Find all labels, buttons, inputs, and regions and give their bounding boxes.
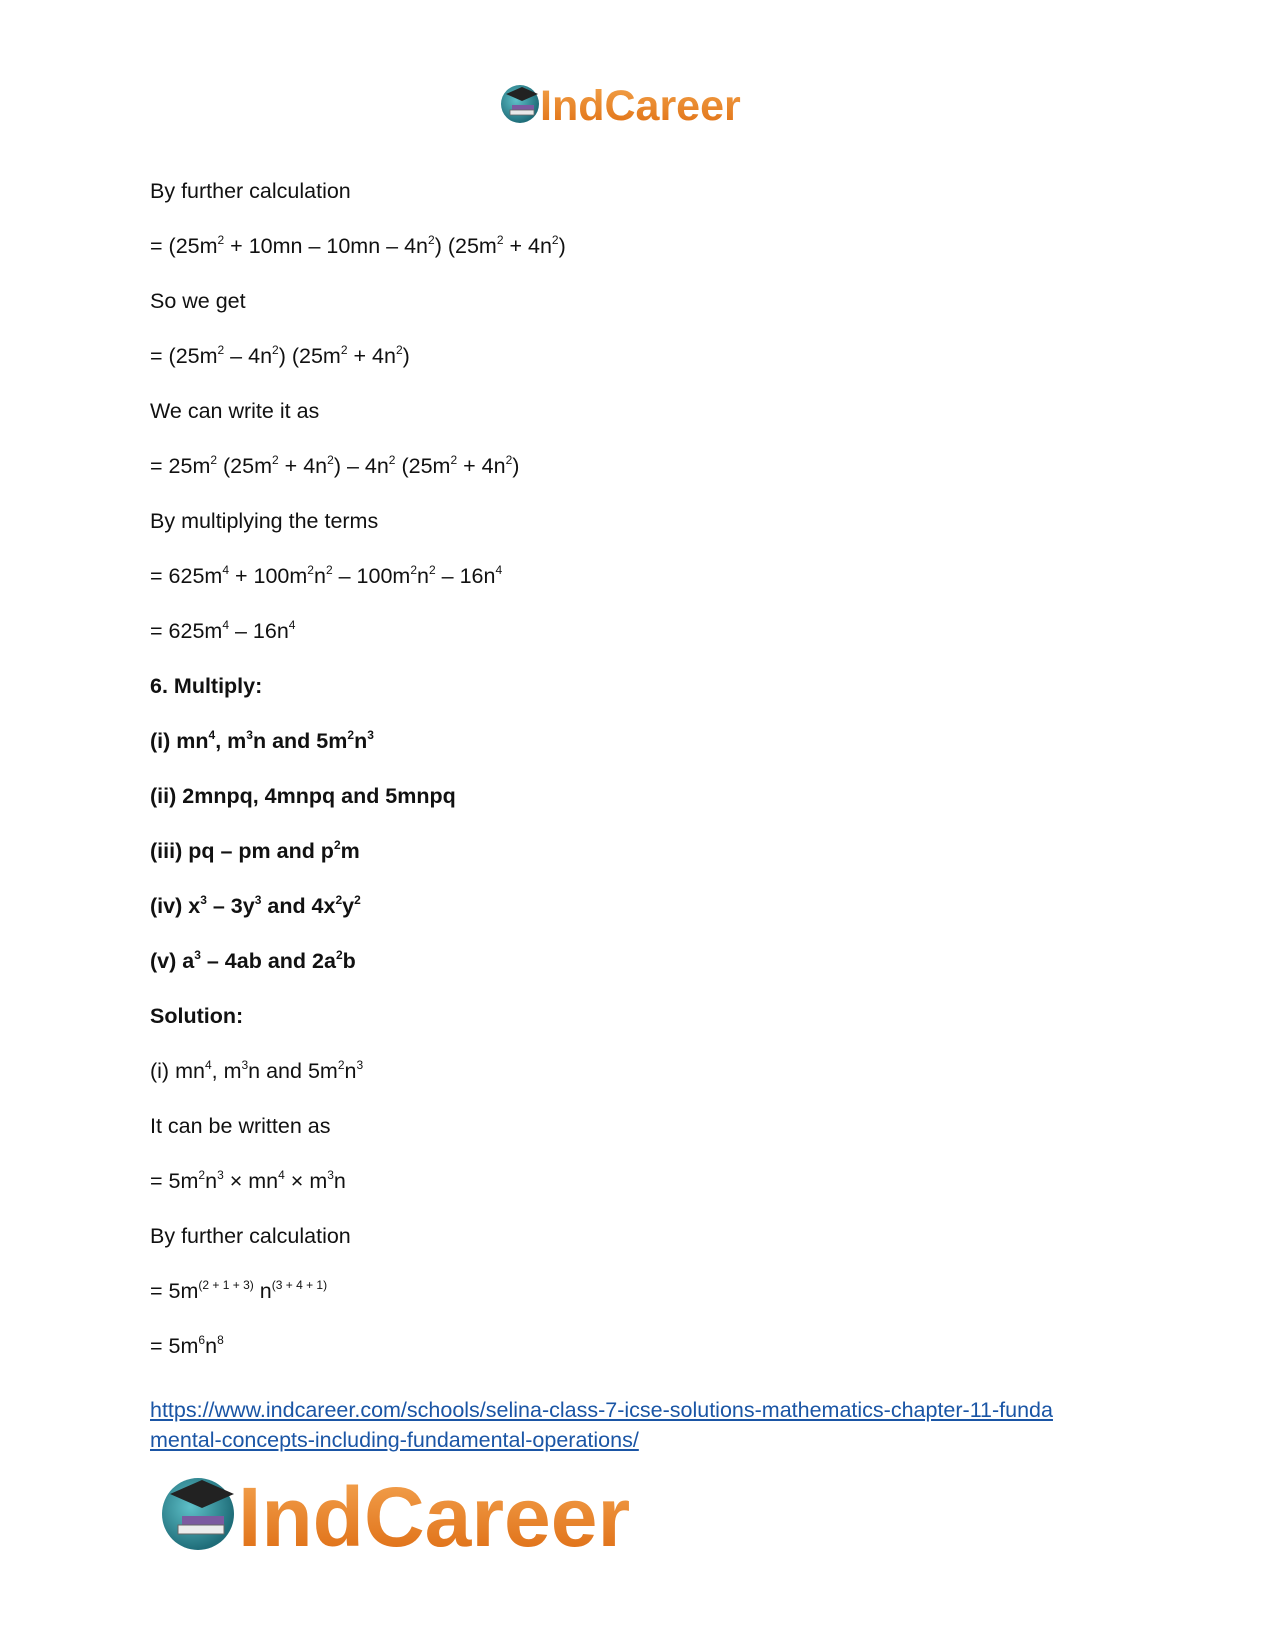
superscript: 2 — [217, 343, 225, 357]
solution-line — [150, 1221, 1130, 1276]
superscript: 2 — [428, 563, 436, 577]
text-run: + 4n — [347, 344, 396, 368]
text-run: = (25m — [150, 344, 218, 368]
text-run: ) – 4n — [333, 454, 389, 478]
text-run: = 5m — [150, 1169, 199, 1193]
superscript: 2 — [333, 838, 341, 852]
superscript: 2 — [272, 453, 279, 467]
text-run: , m — [211, 1059, 242, 1083]
text-run: By further calculation — [150, 1224, 351, 1248]
text-run: n and 5m — [248, 1059, 338, 1083]
superscript: 3 — [194, 948, 201, 962]
superscript: 2 — [340, 343, 348, 357]
superscript: 3 — [367, 728, 374, 742]
superscript: 2 — [198, 1168, 206, 1182]
superscript: 2 — [335, 893, 343, 907]
superscript: 4 — [495, 563, 503, 577]
text-run: × m — [284, 1169, 328, 1193]
superscript: 2 — [337, 1058, 345, 1072]
solution-line — [150, 396, 1130, 451]
text-run: – 4n — [224, 344, 273, 368]
superscript: 2 — [388, 453, 396, 467]
superscript: 2 — [307, 563, 314, 577]
text-run: We can write it as — [150, 399, 320, 423]
superscript: 3 — [200, 893, 207, 907]
superscript: (2 + 1 + 3) — [198, 1278, 254, 1292]
text-run: By further calculation — [150, 179, 351, 203]
text-run: + 4n — [503, 234, 552, 258]
superscript: 2 — [505, 453, 513, 467]
solution-line — [150, 1056, 1130, 1111]
text-run: = (25m — [150, 234, 218, 258]
text-run: n — [333, 1169, 346, 1193]
solution-line — [150, 1331, 1130, 1386]
superscript: 4 — [222, 563, 229, 577]
superscript: 2 — [450, 453, 458, 467]
superscript: 4 — [288, 618, 296, 632]
question-line — [150, 726, 1130, 781]
source-url-line-2[interactable]: mental-concepts-including-fundamental-operations/ — [150, 1428, 639, 1452]
superscript: 4 — [204, 1058, 212, 1072]
text-run: y — [342, 894, 355, 918]
text-run: (ii) 2mnpq, 4mnpq and 5mnpq — [150, 784, 456, 808]
text-run: = 5m — [150, 1279, 199, 1303]
text-run: – 4ab and 2a — [200, 949, 336, 973]
text-run: n — [354, 729, 368, 753]
text-run: – 16n — [435, 564, 496, 588]
text-run: + 4n — [457, 454, 506, 478]
question-line — [150, 781, 1130, 836]
superscript: 4 — [222, 618, 229, 632]
text-run: – 100m — [332, 564, 411, 588]
solution-line — [150, 561, 1130, 616]
question-line — [150, 891, 1130, 946]
source-url-link[interactable] — [150, 1395, 1130, 1455]
text-run: (iii) pq – pm and p — [150, 839, 334, 863]
text-run: – 16n — [229, 619, 289, 643]
solution-line — [150, 1111, 1130, 1166]
question-line — [150, 836, 1130, 891]
text-run: b — [342, 949, 356, 973]
text-run: + 4n — [278, 454, 328, 478]
superscript: (3 + 4 + 1) — [271, 1278, 328, 1292]
superscript: 3 — [246, 728, 253, 742]
text-run: It can be written as — [150, 1114, 331, 1138]
solution-line — [150, 506, 1130, 561]
text-run: (25m — [395, 454, 451, 478]
solution-line — [150, 176, 1130, 231]
superscript: 3 — [356, 1058, 364, 1072]
superscript: 2 — [347, 728, 355, 742]
graduation-cap-globe-icon — [501, 85, 539, 123]
superscript: 6 — [198, 1333, 206, 1347]
text-run: (iv) x — [150, 894, 201, 918]
text-run: n and 5m — [252, 729, 348, 753]
text-run: By multiplying the terms — [150, 509, 379, 533]
text-run: = 5m — [150, 1334, 199, 1358]
text-run: So we get — [150, 289, 246, 313]
solution-line — [150, 1276, 1130, 1331]
text-run: ) — [402, 344, 410, 368]
superscript: 2 — [272, 343, 279, 357]
question-line — [150, 946, 1130, 1001]
solution-line — [150, 451, 1130, 506]
superscript: 2 — [428, 233, 435, 247]
superscript: 2 — [395, 343, 403, 357]
solution-line — [150, 1166, 1130, 1221]
document-body — [150, 176, 1130, 1386]
text-run: + 10mn – 10mn – 4n — [224, 234, 428, 258]
graduation-cap-globe-icon — [162, 1478, 234, 1550]
superscript: 3 — [241, 1058, 249, 1072]
text-run: ) (25m — [278, 344, 341, 368]
superscript: 2 — [210, 453, 218, 467]
text-run: Solution: — [150, 1004, 244, 1028]
text-run: ) — [512, 454, 520, 478]
text-run: – 3y — [206, 894, 255, 918]
source-url-line-1[interactable]: https://www.indcareer.com/schools/selina-class-7-icse-solutions-mathematics-chapter-11-funda — [150, 1398, 1053, 1422]
text-run: n — [253, 1279, 272, 1303]
text-run: (i) mn — [150, 1059, 205, 1083]
text-run: n — [417, 564, 429, 588]
question-line — [150, 1001, 1130, 1056]
text-run: ) — [558, 234, 566, 258]
superscript: 2 — [496, 233, 504, 247]
text-run: m — [340, 839, 360, 863]
superscript: 8 — [217, 1333, 224, 1347]
superscript: 2 — [325, 563, 333, 577]
superscript: 2 — [410, 563, 418, 577]
text-run: n — [344, 1059, 357, 1083]
text-run: + 100m — [229, 564, 308, 588]
text-run: (25m — [217, 454, 273, 478]
superscript: 4 — [278, 1168, 285, 1182]
text-run: × mn — [223, 1169, 279, 1193]
text-run: n — [313, 564, 326, 588]
indcareer-logo-header — [500, 78, 770, 130]
superscript: 3 — [254, 893, 262, 907]
superscript: 2 — [551, 233, 559, 247]
solution-line — [150, 341, 1130, 396]
text-run: n — [205, 1334, 218, 1358]
text-run: = 625m — [150, 619, 223, 643]
text-run: (v) a — [150, 949, 195, 973]
solution-line — [150, 286, 1130, 341]
text-run: , m — [215, 729, 247, 753]
solution-line — [150, 231, 1130, 286]
text-run: (i) mn — [150, 729, 209, 753]
superscript: 4 — [208, 728, 216, 742]
logo-wordmark: IndCareer — [540, 82, 741, 130]
logo-wordmark: IndCareer — [238, 1470, 631, 1558]
superscript: 2 — [327, 453, 334, 467]
indcareer-logo-footer — [160, 1468, 700, 1558]
superscript: 3 — [327, 1168, 334, 1182]
superscript: 2 — [217, 233, 225, 247]
superscript: 2 — [335, 948, 343, 962]
superscript: 3 — [217, 1168, 224, 1182]
text-run: = 625m — [150, 564, 223, 588]
text-run: 6. Multiply: — [150, 674, 263, 698]
question-line — [150, 671, 1130, 726]
text-run: n — [205, 1169, 218, 1193]
solution-line — [150, 616, 1130, 671]
text-run: = 25m — [150, 454, 211, 478]
superscript: 2 — [354, 893, 361, 907]
text-run: ) (25m — [434, 234, 497, 258]
text-run: and 4x — [261, 894, 336, 918]
